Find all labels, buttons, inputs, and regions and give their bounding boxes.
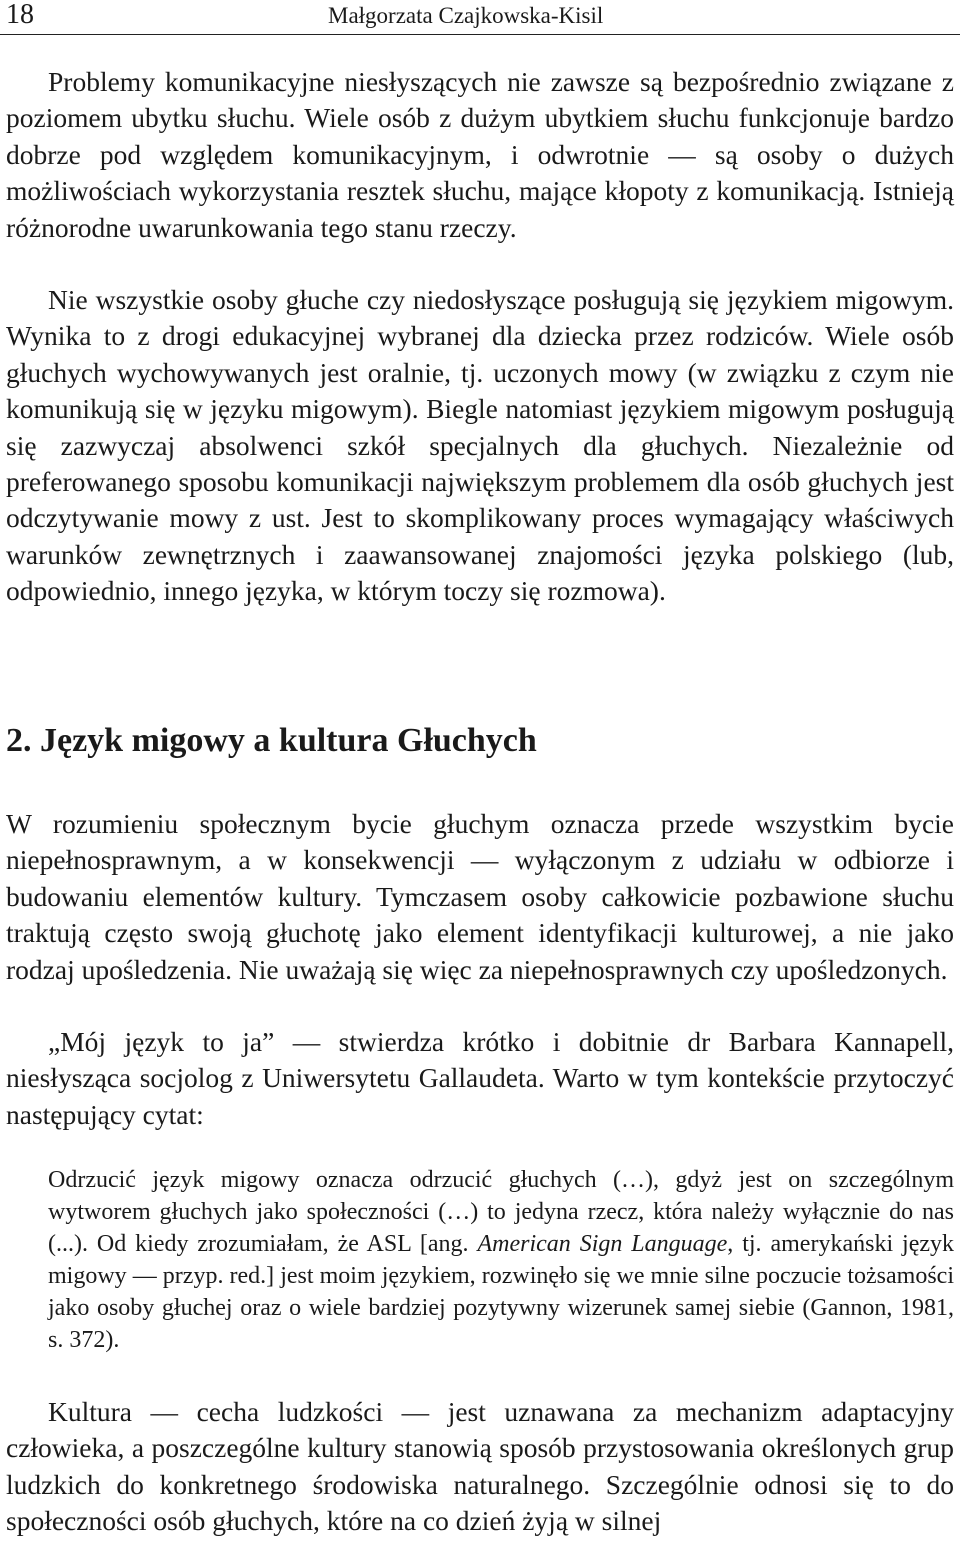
paragraph-social-understanding: W rozumieniu społecznym bycie głuchym oznacza przede wszystkim bycie niepełnosprawnym, a w konsekwencji — wyłączonym z udziału w odbiorze i budowaniu elementów kultury. Tymczasem osoby całkowicie pozbawione słuchu traktują często swoją głuchotę jako element identyfikacji kulturowej, a nie jako rodzaj upośledzenia. Nie uważają się więc za niepełnosprawnych czy upośledzonych.	[6, 808, 954, 985]
quote-italic-term: American Sign Language	[477, 1231, 728, 1257]
paragraph-sign-language-use: Nie wszystkie osoby głuche czy niedosłyszące posługują się językiem migowym. Wynika to z drogi edukacyjnej wybranej dla dziecka przez rodziców. Wiele osób głuchych wychowywanych jest oralnie, tj. uczonych mowy (w związku z czym nie komunikują się w języku migowym). Biegle natomiast językiem migowym posługują się zazwyczaj absolwenci szkół specjalnych dla głuchych. Niezależnie od preferowanego sposobu komunikacji największym problemem dla osób głuchych jest odczytywanie mowy z ust. Jest to skomplikowany proces wymagający właściwych warunków zewnętrznych i zaawansowanej znajomości języka polskiego (lub, odpowiednio, innego języka, w którym toczy się rozmowa).	[6, 284, 954, 607]
block-quote	[48, 1164, 954, 1356]
paragraph-culture: Kultura — cecha ludzkości — jest uznawana za mechanizm adaptacyjny człowieka, a poszczególne kultury stanowią sposób przystosowania określonych grup ludzkich do konkretnego środowiska naturalnego. Szczególnie odnosi się to do społeczności osób głuchych, które na co dzień żyją w silnej	[6, 1396, 954, 1537]
quote-text-end: , tj. amerykański język migowy — przyp. red.] jest moim językiem, rozwinęło się we mnie silne poczucie tożsamości jako osoby głuchej oraz o wiele bardziej pozytywny wizerunek samej siebie (Gannon, 1981, s. 372).	[48, 1231, 955, 1353]
paragraph-communication-problems: Problemy komunikacyjne niesłyszących nie zawsze są bezpośrednio związane z poziomem ubytku słuchu. Wiele osób z dużym ubytkiem słuchu funkcjonuje bardzo dobrze pod względem komunikacyjnym, i odwrotnie — są osoby o dużych możliwościach wykorzystania resztek słuchu, mające kłopoty z komunikacją. Istnieją różnorodne uwarunkowania tego stanu rzeczy.	[6, 66, 954, 243]
paragraph-kannapell: „Mój język to ja” — stwierdza krótko i dobitnie dr Barbara Kannapell, niesłysząca socjolog z Uniwersytetu Gallaudeta. Warto w tym kontekście przytoczyć następujący cytat:	[6, 1026, 954, 1130]
quote-text-start: Odrzucić język migowy oznacza odrzucić głuchych (…), gdyż jest on szczególnym wytworem głuchych jako społeczności (…) to jedyna rzecz, która należy wyłącznie do nas (...). Od kiedy zrozumiałam, że ASL [ang.	[48, 1167, 954, 1257]
page-header	[0, 0, 960, 35]
page-number: 18	[6, 0, 34, 30]
section-heading: 2. Język migowy a kultura Głuchych	[6, 722, 537, 759]
running-head-author: Małgorzata Czajkowska-Kisil	[328, 3, 604, 28]
